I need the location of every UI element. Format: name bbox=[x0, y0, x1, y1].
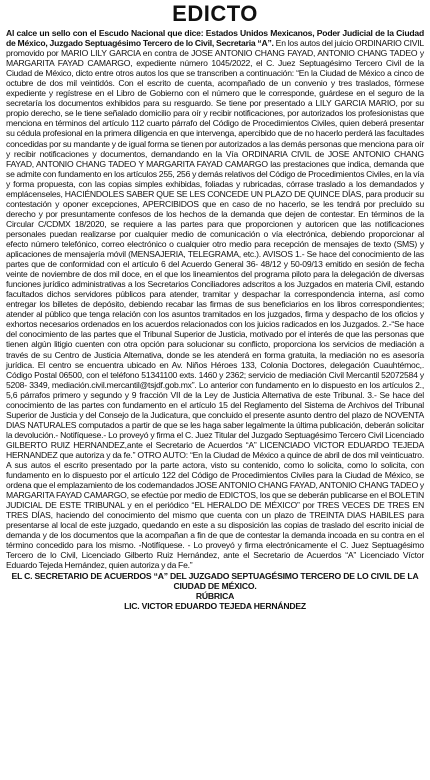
signature-block bbox=[6, 571, 424, 611]
edict-body bbox=[6, 28, 424, 571]
rubrica-label: RÚBRICA bbox=[195, 590, 235, 601]
secretary-title: EL C. SECRETARIO DE ACUERDOS “A” DEL JUZGADO SEPTUAGÉSIMO TERCERO DE LO CIVIL DE LA CIUDAD DE MÉXICO. bbox=[11, 570, 419, 591]
edict-body-text: En los autos del juicio ORDINARIO CIVIL promovido por MARIO LILY GARCIA en contra de JOSE ANTONIO CHANG FAYAD, ANTONIO CHANG TADEO y MARGARITA FAYAD CAMARGO, expediente número 1045/2022, el C. Juez Septuagésimo Tercero Civil de la Ciudad de México, dicto entre otros autos los que se transcriben a continuación: “En la Ciudad de México a cinco de octubre de dos mil veintidós. Con el escrito de cuenta, acompañado de un convenio y tres traslados, fórmese expediente y regístrese en el Libro de Gobierno con el número que le corresponde, guárdese en el seguro de la secretaría los documentos exhibidos para su resguardo. Se tiene por presentado a LILY GARCIA MARIO, por su propio derecho, se le tiene señalado domicilio para oír y recibir notificaciones, por autorizados los profesionistas que menciona en términos del artículo 112 cuarto párrafo del Código de Procedimientos Civiles, quien deberá presentar su cédula profesional en la primera diligencia en que intervenga, apercibido que de no hacerlo perderá las facultades concedidas por su mandante y de igual forma se tienen por autorizados a las demás personas que menciona para oír y recibir notificaciones y documentos, demandando en la Vía ORDINARIA CIVIL de JOSE ANTONIO CHANG FAYAD, ANTONIO CHANG TADEO Y MARGARITA FAYAD CAMARGO las prestaciones que indica, demanda que se admite con fundamento en los artículos 255, 256 y demás relativos del Código de Procedimientos Civiles, en la vía y forma propuesta, con las copias simples exhibidas, foliadas y rubricadas, córrase traslado a los demandados y emplácenseles, HACIÉNDOLES SABER QUE SE LES CONCEDE UN PLAZO DE QUINCE DÍAS, para producir su contestación y oponer excepciones, APERCIBIDOS que en caso de no hacerlo, se les tendrá por precluido su derecho y por presuntamente confesos de los hechos de la demanda que dejen de contestar. En términos de la Circular C/CDMX 18/2020, se requiere a las partes para que proporcionen y autoricen que las notificaciones personales puedan realizarse por cualquier medio de comunicación o vía electrónica, debiendo proporcionar al efecto número telefónico, correo electrónico o cualquier otro medio para recepción de mensajes de texto (SMS) y aplicaciones de mensajería móvil (MENSAJERIA, TELEGRAMA, etc.). AVISOS 1.- Se hace del conocimiento de las partes que de conformidad con el artículo 6 del Acuerdo General 36- 48/12 y 50-09/13 emitido en sesión de fecha veinte de noviembre de dos mil doce, en el que los lineamientos del programa piloto para la delegación de diversas funciones jurídico administrativas a los Secretarios Conciliadores adscritos a los Juzgados en materia Civil, estando facultados dichos servidores públicos para atender, tramitar y despachar la correspondencia interna, así como entregar los billetes de depósito, debiendo recabar las firmas de sus beneficiarios en los libros correspondientes; atender al público que tenga relación con los asuntos tramitados en los juzgados, firma y despacho de los oficios y exhortos necesarios ordenados en los acuerdos relacionados con los juicios radicados en los Juzgados. 2.-“Se hace del conocimiento de las partes que el Tribunal Superior de Justicia, motivado por el interés de que las personas que tienen algún litigio cuenten con otra opción para solucionar su conflicto, proporciona los servicios de mediación a través de su Centro de Justicia Alternativa, donde se les atenderá en forma gratuita, la mediación no es asesoría jurídica. El centro se encuentra ubicado en Av. Niños Héroes 133, Colonia Doctores, delegación Cuauhtémoc,. Código Postal 06500, con el teléfono 51341100 exts. 1460 y 2362; servicio de mediación Civil Mercantil 52072584 y 5208- 3349, mediación.civil.mercantil@tsjdf.gob.mx”. Lo anterior con fundamento en lo dispuesto en los artículos 2., 5,6 párrafos primero y segundo y 9 fracción VII de la Ley de Justicia Alternativa de este Tribunal. 3.- Se hace del conocimiento de las partes con fundamento en el artículo 15 del Reglamento del Sistema de Archivos del Tribunal Superior de Justicia y del Consejo de la Judicatura, que concluido el presente asunto dentro del plazo de NOVENTA DIAS NATURALES computados a partir de que se les haga saber legalmente la última publicación, deberán solicitar la devolución.- Notifíquese.- Lo proveyó y firma el C. Juez Titular del Juzgado Septuagésimo Tercero Civil Licenciado GILBERTO RUIZ HERNANDEZ,ante el Secretario de Acuerdos “A” LICENCIADO VICTOR EDUARDO TEJEDA HERNANDEZ que autoriza y da fe.” OTRO AUTO: “En la Ciudad de México a quince de abril de dos mil veinticuatro. A sus autos el escrito presentado por la parte actora, visto su contenido, como lo solicita, como lo solicita, con fundamento en lo dispuesto por el artículo 122 del Código de Procedimientos Civiles para la Ciudad de México, se ordena que el emplazamiento de los codemandados JOSE ANTONIO CHANG FAYAD, ANTONIO CHANG TADEO y MARGARITA FAYAD CAMARGO, se efectúe por medio de EDICTOS, los que se deberán publicarse en el BOLETIN JUDICIAL DE ESTE TRIBUNAL y en el periódico “EL HERALDO DE MÉXICO” por TRES VECES DE TRES EN TRES DÍAS, haciendo del conocimiento del mismo que cuenta con un plazo de TREINTA DIAS HABILES para presentarse al local de este juzgado, quedando en este a su disposición las copias de traslado del escrito inicial de demanda y de los documentos que la acompañan a fin de que de contestar la demanda incoada en su contra en el término concedido para los mismo. -Notifíquese. - Lo proveyó y firma electrónicamente el C. Juez Septuagésimo Tercero de lo Civil, Licenciado Gilberto Ruiz Hernández, ante el Secretario de Acuerdos “A” Licenciado Víctor Eduardo Tejeda Hernández, quien autoriza y da Fe.” bbox=[6, 38, 424, 571]
page-title: EDICTO bbox=[172, 1, 258, 26]
secretary-name: LIC. VICTOR EDUARDO TEJEDA HERNÁNDEZ bbox=[124, 600, 306, 611]
seal-heading: Al calce un sello con el Escudo Nacional que dice: Estados Unidos Mexicanos, Poder Judicial de la Ciudad de México, Juzgado Septuagésimo Tercero de lo Civil, Secretaria “A”. bbox=[6, 28, 424, 49]
